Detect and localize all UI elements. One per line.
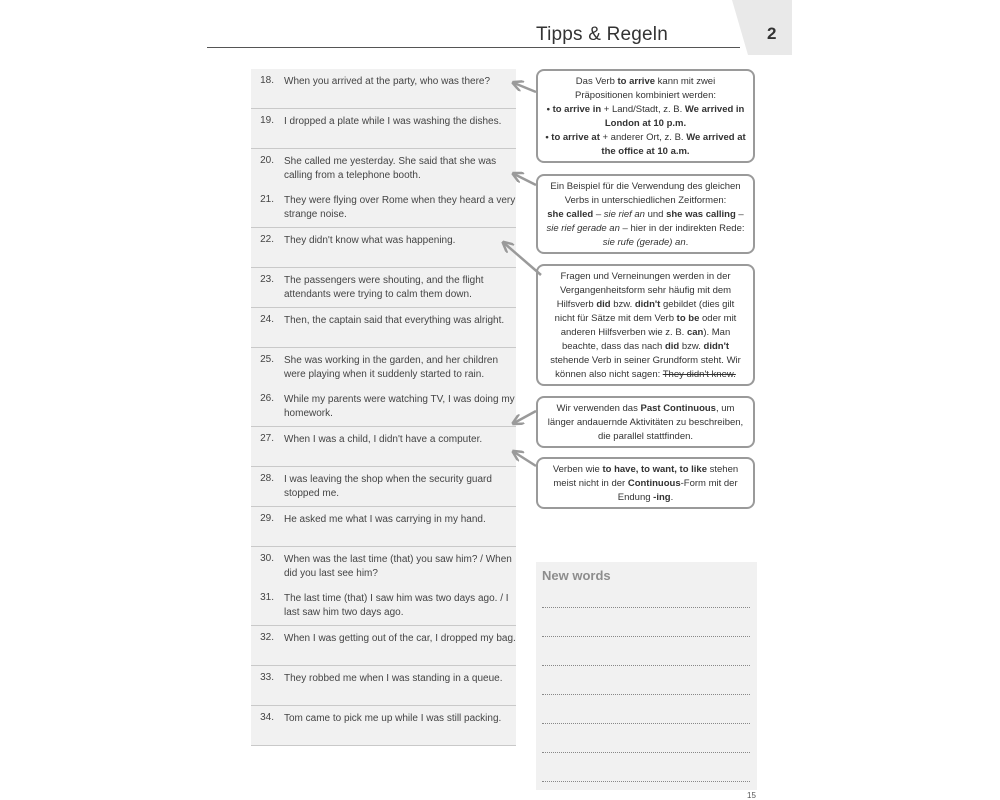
sentence-text: The passengers were shouting, and the flight attendants were trying to calm them down. bbox=[284, 275, 484, 300]
sentence-row bbox=[251, 507, 516, 547]
sentence-number: 26. bbox=[260, 393, 274, 405]
sentence-row bbox=[251, 69, 516, 109]
sentence-row bbox=[251, 387, 516, 427]
new-words-box bbox=[536, 562, 757, 790]
sentence-text: Then, the captain said that everything was alright. bbox=[284, 314, 505, 326]
sentence-number: 19. bbox=[260, 114, 274, 126]
sentence-text: She was working in the garden, and her children were playing when it suddenly started to rain. bbox=[284, 354, 499, 380]
sentence-number: 30. bbox=[260, 552, 274, 564]
sentence-number: 28. bbox=[260, 473, 274, 484]
sentence-number: 34. bbox=[260, 711, 274, 723]
sentence-text: I was leaving the shop when the security guard stopped me. bbox=[284, 474, 492, 499]
tip-box-stative-verbs: Verben wie to have, to want, to like stehen meist nicht in der Continuous-Form mit der Endung -ing. bbox=[536, 457, 755, 509]
sentence-row bbox=[251, 188, 516, 228]
sentence-number: 24. bbox=[260, 313, 274, 325]
sentence-row bbox=[251, 626, 516, 666]
sentence-number: 27. bbox=[260, 433, 274, 445]
page-title: Tipps & Regeln bbox=[536, 24, 668, 45]
header-divider bbox=[207, 47, 740, 48]
sentence-number: 31. bbox=[260, 592, 274, 604]
writing-line bbox=[542, 607, 750, 608]
sentence-row bbox=[251, 228, 516, 268]
sentence-text: When I was a child, I didn't have a computer. bbox=[284, 434, 483, 446]
sentence-number: 33. bbox=[260, 672, 274, 683]
sentence-row bbox=[251, 268, 516, 308]
chapter-number: 2 bbox=[767, 24, 777, 43]
sentence-number: 20. bbox=[260, 154, 274, 166]
tip-box-tenses: Ein Beispiel für die Verwendung des gleichen Verbs in unterschiedlichen Zeitformen: she called – sie rief an und she was calling – sie rief gerade an – hier in der indirekten Rede: sie rufe (gerade) an. bbox=[536, 174, 755, 254]
writing-line bbox=[542, 781, 750, 782]
sentence-number: 18. bbox=[260, 75, 274, 86]
sentence-text: When was the last time (that) you saw him? / When did you last see him? bbox=[284, 553, 512, 579]
writing-line bbox=[542, 752, 750, 753]
sentence-number: 23. bbox=[260, 274, 274, 285]
writing-line bbox=[542, 665, 750, 666]
tip-box-past-continuous: Wir verwenden das Past Continuous, um länger andauernde Aktivitäten zu beschreiben, die parallel stattfinden. bbox=[536, 396, 755, 448]
sentence-text: I dropped a plate while I was washing the dishes. bbox=[284, 115, 502, 127]
sentence-row bbox=[251, 706, 516, 746]
tip-box-arrive: Das Verb to arrive kann mit zwei Präpositionen kombiniert werden: • to arrive in + Land/Stadt, z. B. We arrived in London at 10 p.m. • to arrive at + anderer Ort, z. B. We arrived at the office at 10 a.m. bbox=[536, 69, 755, 163]
sentence-row bbox=[251, 547, 516, 587]
sentence-text: She called me yesterday. She said that she was calling from a telephone booth. bbox=[284, 155, 497, 181]
sentence-row bbox=[251, 308, 516, 348]
sentence-row bbox=[251, 467, 516, 507]
sentence-row bbox=[251, 586, 516, 626]
sentence-text: They were flying over Rome when they heard a very strange noise. bbox=[284, 195, 516, 221]
sentence-text: They robbed me when I was standing in a queue. bbox=[284, 673, 503, 684]
sentence-text: The last time (that) I saw him was two days ago. / I last saw him two days ago. bbox=[284, 593, 509, 619]
sentence-number: 22. bbox=[260, 234, 274, 246]
sentence-number: 32. bbox=[260, 632, 274, 644]
new-words-heading: New words bbox=[542, 568, 611, 583]
sentence-number: 21. bbox=[260, 194, 274, 206]
page-number: 15 bbox=[747, 791, 756, 800]
sentence-row bbox=[251, 348, 516, 388]
writing-line bbox=[542, 636, 750, 637]
sentence-text: He asked me what I was carrying in my hand. bbox=[284, 513, 486, 525]
sentence-text: They didn't know what was happening. bbox=[284, 235, 456, 247]
sentence-number: 25. bbox=[260, 353, 274, 365]
sentence-row bbox=[251, 427, 516, 467]
sentence-text: Tom came to pick me up while I was still packing. bbox=[284, 712, 502, 724]
tip-box-did: Fragen und Verneinungen werden in der Vergangenheitsform sehr häufig mit dem Hilfsverb did bzw. didn't gebildet (dies gilt nicht für Sätze mit dem Verb to be oder mit anderen Hilfsverben wie z. B. can). Man beachte, dass das nach did bzw. didn't stehende Verb in seiner Grundform steht. Wir können also nicht sagen: They didn't knew. bbox=[536, 264, 755, 386]
sentence-row bbox=[251, 149, 516, 189]
sentence-text: While my parents were watching TV, I was doing my homework. bbox=[284, 394, 515, 420]
sentence-row bbox=[251, 666, 516, 706]
sentence-text: When I was getting out of the car, I dropped my bag. bbox=[284, 633, 516, 645]
sentence-row bbox=[251, 109, 516, 149]
writing-line bbox=[542, 694, 750, 695]
sentence-text: When you arrived at the party, who was there? bbox=[284, 76, 491, 87]
sentence-number: 29. bbox=[260, 512, 274, 524]
writing-line bbox=[542, 723, 750, 724]
